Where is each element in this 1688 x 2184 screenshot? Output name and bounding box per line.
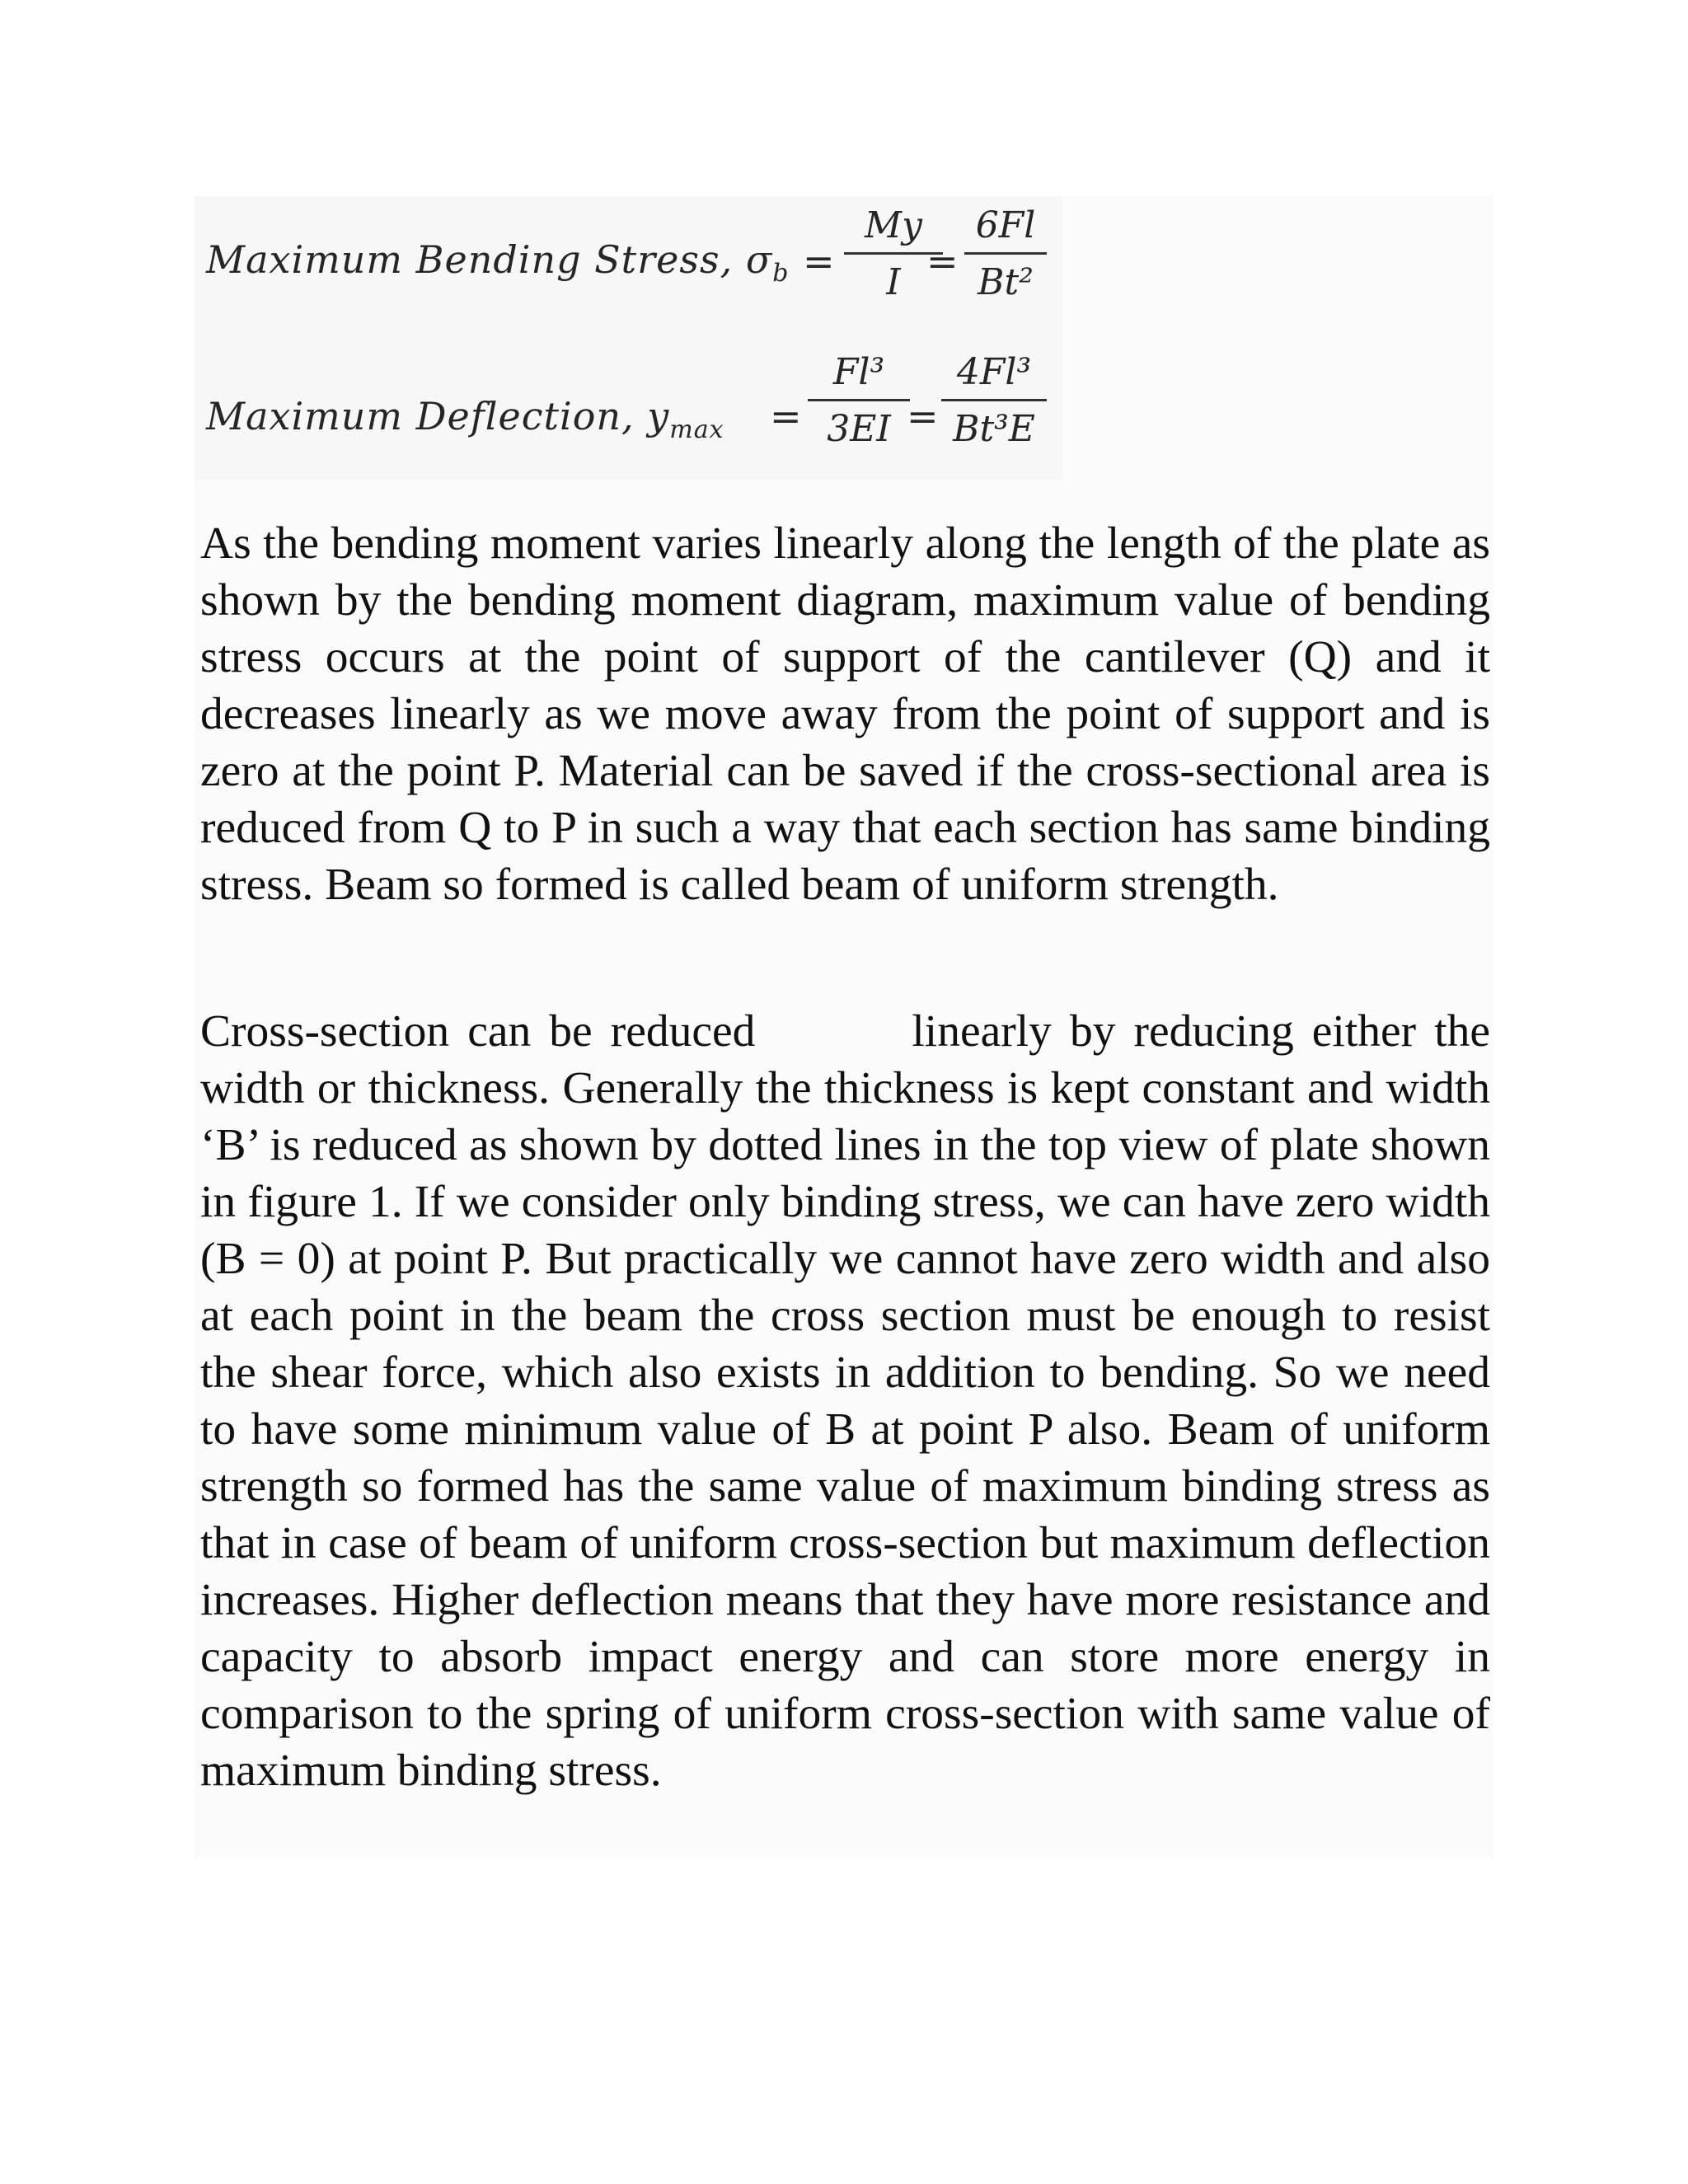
equals-sign: =	[926, 239, 959, 284]
paragraph-rest: linearly by reducing either the width or thickness. Generally the thickness is kept constant and width ‘B’ is reduced as shown by dotted lines in the top view of plate shown in figure 1. If we consider only binding stress, we can have zero width (B = 0) at point P. But practically we cannot have zero width and also at each point in the beam the cross section must be enough to resist the shear force, which also exists in addition to bending. So we need to have some minimum value of B at point P also. Beam of uniform strength so formed has the same value of maximum binding stress as that in case of beam of uniform cross-section but maximum deflection increases. Higher deflection means that they have more resistance and capacity to absorb impact energy and can store more energy in comparison to the spring of uniform cross-section with same value of maximum binding stress.	[200, 1006, 1490, 1796]
equals-sign: =	[770, 394, 802, 438]
formula-image	[195, 196, 1063, 480]
paragraph-uniform-strength-intro: As the bending moment varies linearly along the length of the plate as shown by the bending moment diagram, maximum value of bending stress occurs at the point of support of the cantilever (Q) and it decreases linearly as we move away from the point of support and is zero at the point P. Material can be saved if the cross-sectional area is reduced from Q to P in such a way that each section has same binding stress. Beam so formed is called beam of uniform strength.	[200, 518, 1490, 910]
fraction-4fl3-over-bt3e: 4Fl³ Bt³E	[941, 354, 1047, 448]
equals-sign: =	[803, 239, 835, 284]
fraction-6fl-over-bt2: 6Fl Bt²	[964, 208, 1047, 301]
paragraph-cross-section-reduction	[200, 1003, 1490, 1799]
deflection-formula	[195, 336, 1063, 480]
bending-stress-formula	[195, 196, 1063, 336]
paragraph-start: Cross-section can be reduced	[200, 1006, 756, 1057]
fraction-my-over-i: My I	[844, 208, 943, 301]
bending-stress-label: Maximum Bending Stress, $\sigma_b$	[206, 237, 790, 288]
fraction-fl3-over-3ei: Fl³ 3EI	[808, 354, 910, 448]
deflection-label: Maximum Deflection, $y_{max}$	[206, 394, 724, 444]
equals-sign: =	[907, 394, 939, 438]
